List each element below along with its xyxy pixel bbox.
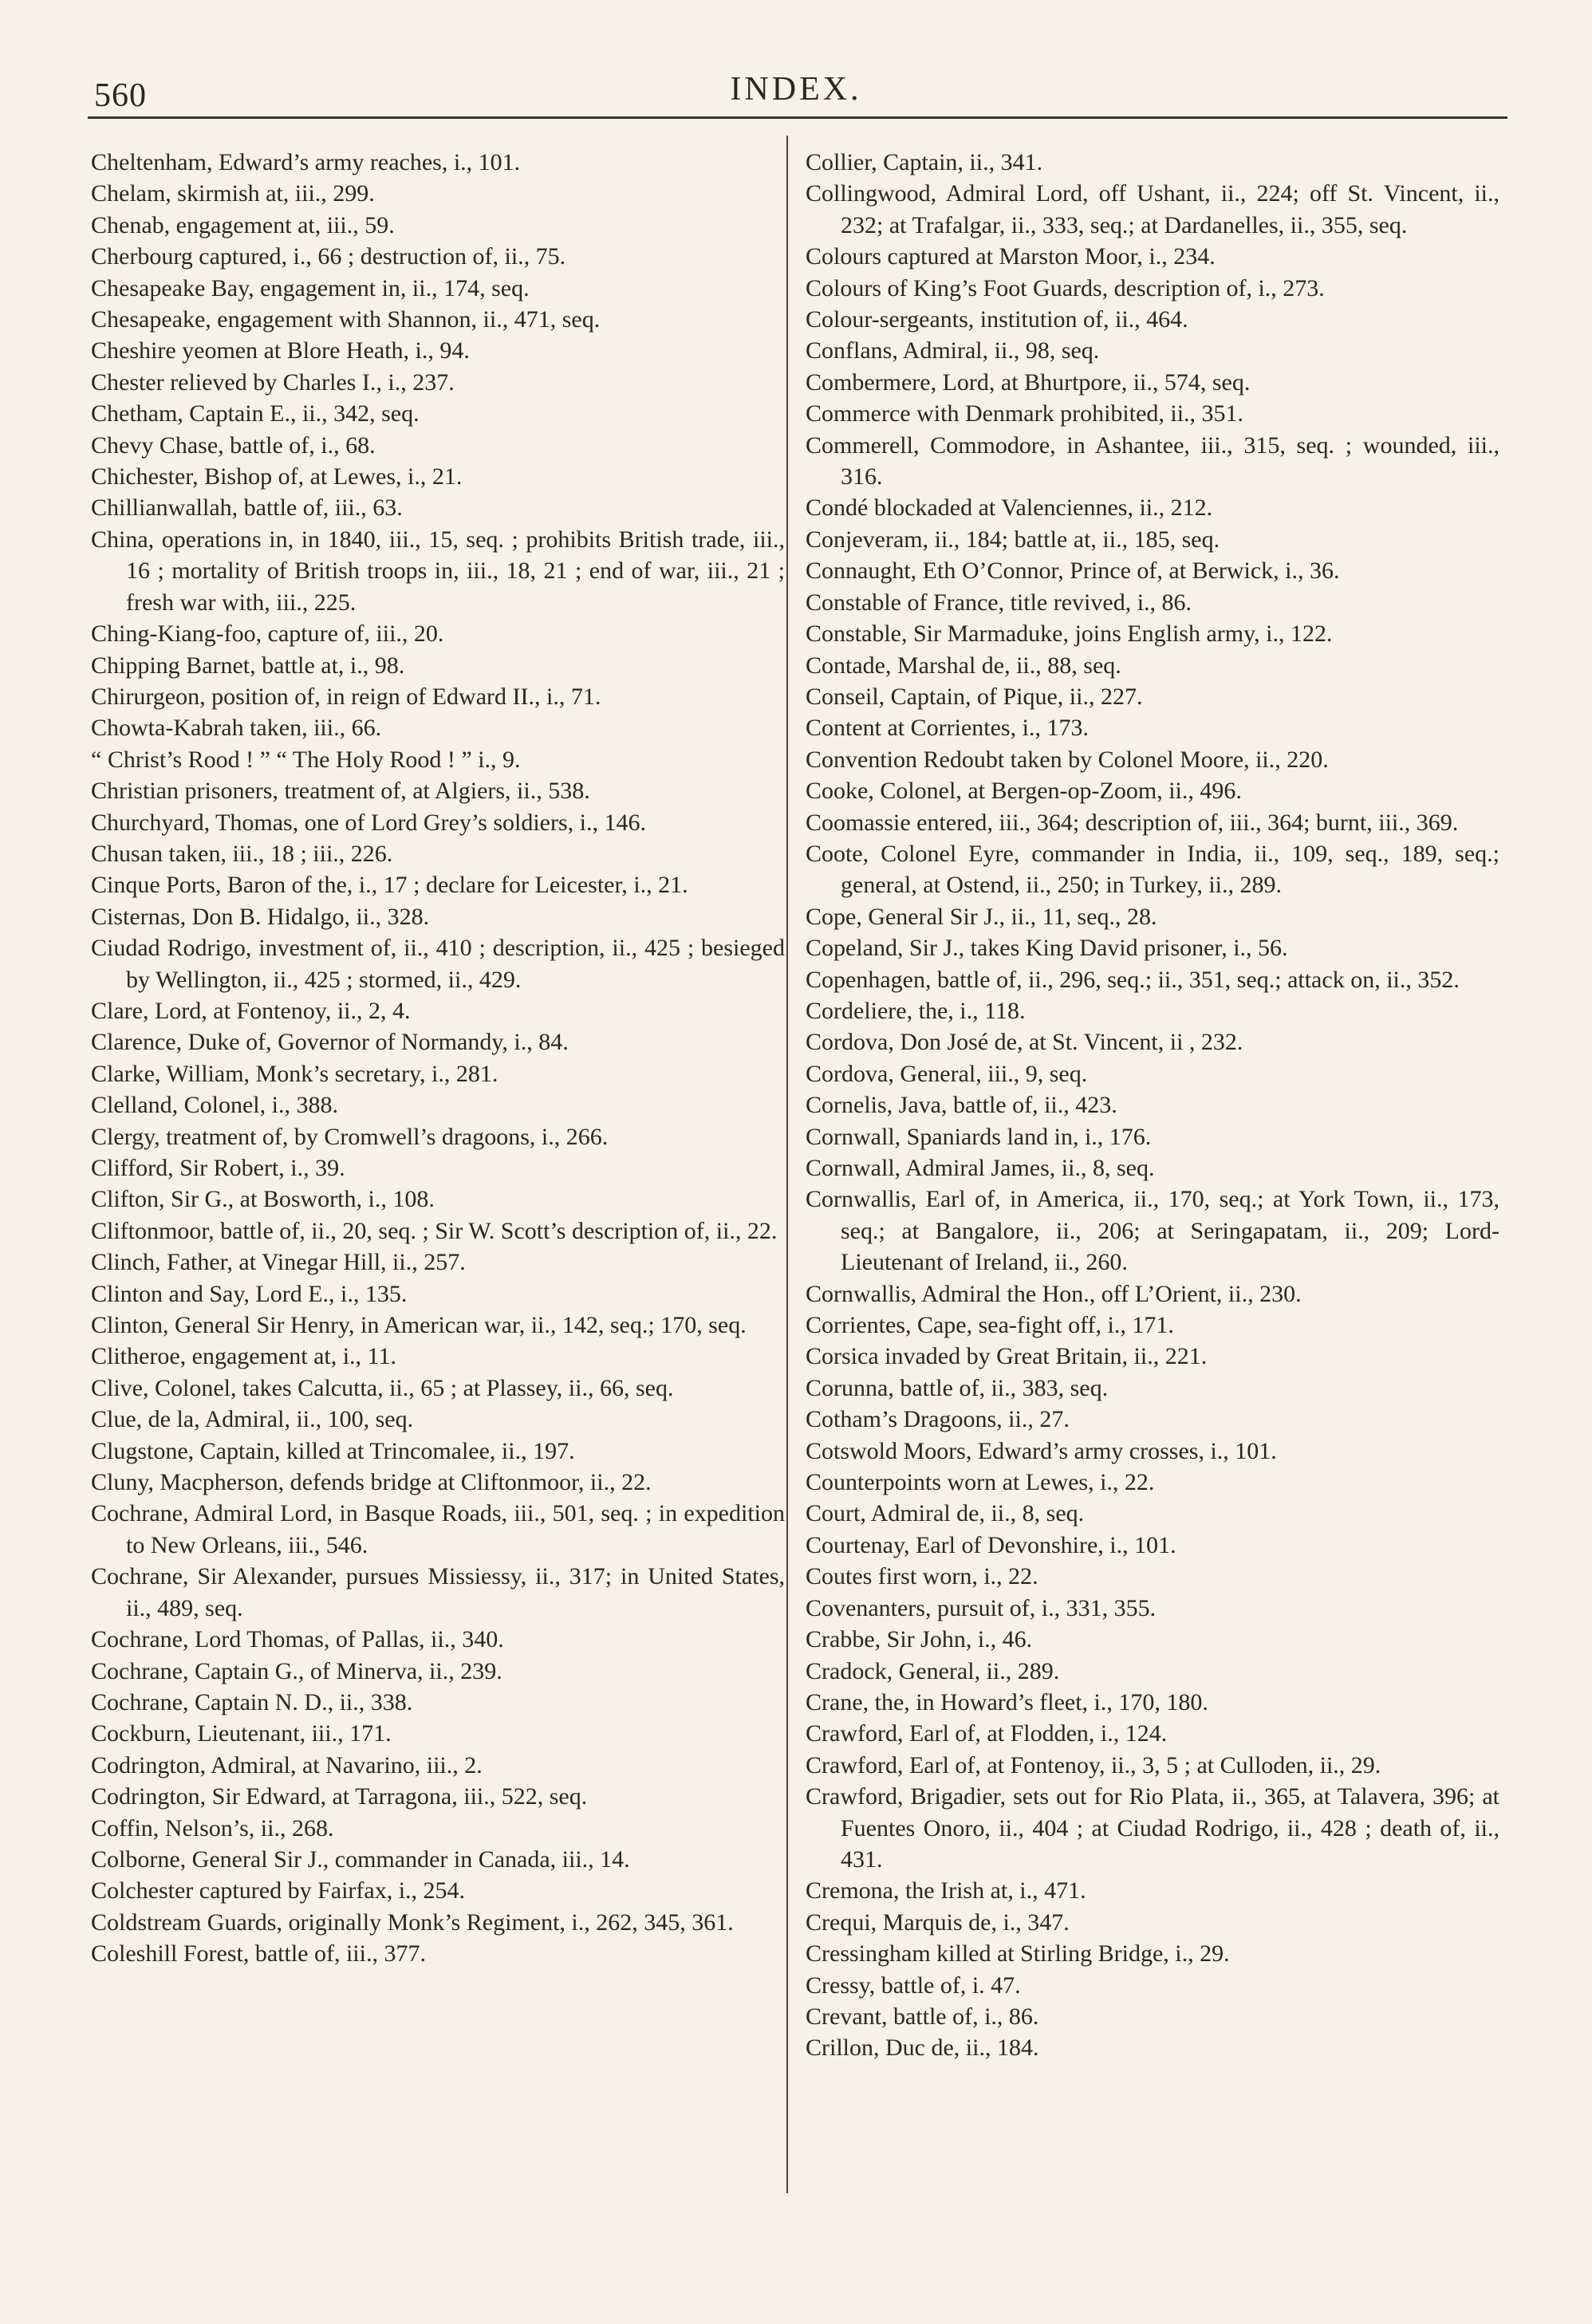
index-entry: Clare, Lord, at Fontenoy, ii., 2, 4.: [91, 997, 411, 1024]
index-entry: Crawford, Earl of, at Flodden, i., 124.: [806, 1720, 1168, 1747]
index-entry: Clinton, General Sir Henry, in American war, ii., 142, seq.; 170, seq.: [91, 1312, 747, 1339]
index-entry: Crevant, battle of, i., 86.: [806, 2003, 1039, 2030]
index-entry: Chillianwallah, battle of, iii., 63.: [91, 494, 403, 522]
index-entry: Cressy, battle of, i. 47.: [806, 1971, 1021, 1999]
page-number: 560: [94, 77, 147, 114]
index-entry: Crillon, Duc de, ii., 184.: [806, 2034, 1039, 2062]
index-entry: Ciudad Rodrigo, investment of, ii., 410 ; description, ii., 425 ; besieged by Wellington, ii., 425 ; stormed, ii., 429.: [91, 935, 785, 993]
index-entry: Chetham, Captain E., ii., 342, seq.: [91, 400, 420, 427]
index-entry: Clarke, William, Monk’s secretary, i., 281.: [91, 1060, 498, 1087]
index-entry: Cochrane, Sir Alexander, pursues Missiessy, ii., 317; in United States, ii., 489, seq.: [91, 1563, 785, 1621]
index-entry: Convention Redoubt taken by Colonel Moore, ii., 220.: [806, 746, 1329, 773]
index-entry: Crane, the, in Howard’s fleet, i., 170, 180.: [806, 1688, 1208, 1715]
header-rule: [88, 116, 1507, 119]
index-entry: Cheltenham, Edward’s army reaches, i., 101.: [91, 149, 521, 175]
index-entry: Contade, Marshal de, ii., 88, seq.: [806, 652, 1121, 679]
index-entry: Coffin, Nelson’s, ii., 268.: [91, 1814, 334, 1841]
index-entry: Cremona, the Irish at, i., 471.: [806, 1877, 1086, 1904]
index-entry: Clitheroe, engagement at, i., 11.: [91, 1343, 396, 1370]
index-entry: Conjeveram, ii., 184; battle at, ii., 185, seq.: [806, 526, 1220, 553]
index-entry: Cluny, Macpherson, defends bridge at Cliftonmoor, ii., 22.: [91, 1469, 652, 1496]
index-entry: Combermere, Lord, at Bhurtpore, ii., 574, seq.: [806, 368, 1251, 396]
index-entry: Corsica invaded by Great Britain, ii., 221.: [806, 1343, 1208, 1370]
index-entry: Court, Admiral de, ii., 8, seq.: [806, 1500, 1085, 1527]
index-entry: Cressingham killed at Stirling Bridge, i., 29.: [806, 1940, 1230, 1968]
index-entry: Covenanters, pursuit of, i., 331, 355.: [806, 1594, 1157, 1621]
index-entry: Clifford, Sir Robert, i., 39.: [91, 1155, 345, 1181]
index-entry: Crabbe, Sir John, i., 46.: [806, 1626, 1033, 1653]
index-entry: Chusan taken, iii., 18 ; iii., 226.: [91, 840, 393, 867]
index-entry: Cornwallis, Earl of, in America, ii., 170, seq.; at York Town, ii., 173, seq.; at Bangalore, ii., 206; at Seringapatam, ii., 209; Lord-Lieutenant of Ireland, ii., 260.: [806, 1186, 1499, 1276]
index-entry: Cochrane, Captain N. D., ii., 338.: [91, 1688, 413, 1715]
index-entry: Churchyard, Thomas, one of Lord Grey’s soldiers, i., 146.: [91, 809, 646, 836]
index-entry: Clinch, Father, at Vinegar Hill, ii., 257.: [91, 1249, 466, 1276]
index-entry: Chenab, engagement at, iii., 59.: [91, 211, 395, 238]
index-entry: Crawford, Earl of, at Fontenoy, ii., 3, 5 ; at Culloden, ii., 29.: [806, 1751, 1381, 1778]
index-entry: Cisternas, Don B. Hidalgo, ii., 328.: [91, 903, 430, 930]
index-entry: Crequi, Marquis de, i., 347.: [806, 1908, 1070, 1936]
index-entry: Constable, Sir Marmaduke, joins English army, i., 122.: [806, 620, 1333, 648]
index-entry: Chesapeake Bay, engagement in, ii., 174, seq.: [91, 274, 530, 301]
index-entry: Chelam, skirmish at, iii., 299.: [91, 180, 375, 207]
index-entry: Colborne, General Sir J., commander in Canada, iii., 14.: [91, 1845, 630, 1873]
index-entry: Christian prisoners, treatment of, at Algiers, ii., 538.: [91, 778, 590, 805]
index-entry: Cooke, Colonel, at Bergen-op-Zoom, ii., 496.: [806, 778, 1242, 805]
index-entry: Chevy Chase, battle of, i., 68.: [91, 431, 376, 459]
index-entry: Clinton and Say, Lord E., i., 135.: [91, 1280, 408, 1307]
index-entry: Cochrane, Admiral Lord, in Basque Roads, iii., 501, seq. ; in expedition to New Orleans, iii., 546.: [91, 1500, 785, 1558]
index-entry: Cordova, Don José de, at St. Vincent, ii , 232.: [806, 1029, 1243, 1056]
index-entry: China, operations in, in 1840, iii., 15, seq. ; prohibits British trade, iii., 16 ; mortality of British troops in, iii., 18, 21 ; end of war, iii., 21 ; fresh war with, iii., 225.: [91, 526, 785, 616]
index-entry: Collingwood, Admiral Lord, off Ushant, ii., 224; off St. Vincent, ii., 232; at Trafalgar, ii., 333, seq.; at Dardanelles, ii., 355, seq.: [806, 180, 1499, 238]
index-entry: Clugstone, Captain, killed at Trincomalee, ii., 197.: [91, 1437, 575, 1464]
index-entry: Chipping Barnet, battle at, i., 98.: [91, 652, 405, 679]
index-entry: Chichester, Bishop of, at Lewes, i., 21.: [91, 463, 463, 490]
index-entry: Chesapeake, engagement with Shannon, ii., 471, seq.: [91, 306, 601, 333]
index-entry: Cotham’s Dragoons, ii., 27.: [806, 1406, 1070, 1433]
index-column-left: [91, 147, 785, 1970]
index-entry: Clue, de la, Admiral, ii., 100, seq.: [91, 1406, 414, 1433]
index-entry: Colours captured at Marston Moor, i., 234.: [806, 243, 1216, 270]
index-entry: Cradock, General, ii., 289.: [806, 1657, 1060, 1684]
index-entry: Constable of France, title revived, i., 86.: [806, 589, 1192, 616]
index-entry: Copenhagen, battle of, ii., 296, seq.; ii., 351, seq.; attack on, ii., 352.: [806, 966, 1460, 993]
index-entry: Condé blockaded at Valenciennes, ii., 212.: [806, 494, 1213, 522]
index-entry: Coote, Colonel Eyre, commander in India, ii., 109, seq., 189, seq.; general, at Ostend, ii., 250; in Turkey, ii., 289.: [806, 840, 1499, 899]
index-entry: Codrington, Admiral, at Navarino, iii., 2.: [91, 1751, 483, 1778]
page-title: INDEX.: [730, 71, 862, 108]
index-entry: “ Christ’s Rood ! ” “ The Holy Rood ! ” i., 9.: [91, 746, 521, 773]
index-entry: Cotswold Moors, Edward’s army crosses, i., 101.: [806, 1437, 1277, 1464]
index-entry: Conseil, Captain, of Pique, ii., 227.: [806, 683, 1143, 710]
index-entry: Clergy, treatment of, by Cromwell’s dragoons, i., 266.: [91, 1123, 609, 1150]
index-entry: Cornwallis, Admiral the Hon., off L’Orient, ii., 230.: [806, 1280, 1302, 1307]
index-entry: Corunna, battle of, ii., 383, seq.: [806, 1374, 1109, 1401]
index-entry: Corrientes, Cape, sea-fight off, i., 171.: [806, 1312, 1174, 1339]
index-entry: Connaught, Eth O’Connor, Prince of, at Berwick, i., 36.: [806, 557, 1340, 585]
index-entry: Cinque Ports, Baron of the, i., 17 ; declare for Leicester, i., 21.: [91, 872, 688, 899]
index-entry: Cordova, General, iii., 9, seq.: [806, 1060, 1088, 1087]
index-entry: Chowta-Kabrah taken, iii., 66.: [91, 715, 382, 742]
index-entry: Colchester captured by Fairfax, i., 254.: [91, 1877, 466, 1904]
index-entry: Cliftonmoor, battle of, ii., 20, seq. ; Sir W. Scott’s description of, ii., 22.: [91, 1217, 778, 1244]
index-entry: Cherbourg captured, i., 66 ; destruction of, ii., 75.: [91, 243, 566, 270]
index-entry: Cheshire yeomen at Blore Heath, i., 94.: [91, 337, 470, 364]
index-entry: Colour-sergeants, institution of, ii., 464.: [806, 306, 1188, 333]
index-entry: Cockburn, Lieutenant, iii., 171.: [91, 1720, 392, 1747]
index-entry: Clifton, Sir G., at Bosworth, i., 108.: [91, 1186, 435, 1213]
index-entry: Copeland, Sir J., takes King David prisoner, i., 56.: [806, 935, 1288, 962]
index-entry: Coutes first worn, i., 22.: [806, 1563, 1038, 1590]
index-entry: Conflans, Admiral, ii., 98, seq.: [806, 337, 1100, 364]
index-entry: Cope, General Sir J., ii., 11, seq., 28.: [806, 903, 1157, 930]
index-entry: Crawford, Brigadier, sets out for Rio Plata, ii., 365, at Talavera, 396; at Fuentes Onoro, ii., 404 ; at Ciudad Rodrigo, ii., 428 ; death of, ii., 431.: [806, 1783, 1499, 1873]
index-entry: Counterpoints worn at Lewes, i., 22.: [806, 1469, 1155, 1496]
index-entry: Coldstream Guards, originally Monk’s Regiment, i., 262, 345, 361.: [91, 1908, 734, 1936]
index-entry: Ching-Kiang-foo, capture of, iii., 20.: [91, 620, 444, 648]
index-entry: Cornwall, Spaniards land in, i., 176.: [806, 1123, 1152, 1150]
index-entry: Coleshill Forest, battle of, iii., 377.: [91, 1940, 426, 1968]
index-entry: Cornelis, Java, battle of, ii., 423.: [806, 1092, 1117, 1119]
column-divider: [786, 136, 788, 2193]
index-entry: Cochrane, Lord Thomas, of Pallas, ii., 340.: [91, 1626, 504, 1653]
index-entry: Chester relieved by Charles I., i., 237.: [91, 368, 455, 396]
index-entry: Collier, Captain, ii., 341.: [806, 149, 1043, 175]
index-entry: Cordeliere, the, i., 118.: [806, 997, 1026, 1024]
index-entry: Commerell, Commodore, in Ashantee, iii., 315, seq. ; wounded, iii., 316.: [806, 431, 1499, 490]
index-entry: Clarence, Duke of, Governor of Normandy, i., 84.: [91, 1029, 569, 1056]
index-entry: Colours of King’s Foot Guards, description of, i., 273.: [806, 274, 1325, 301]
index-entry: Chirurgeon, position of, in reign of Edward II., i., 71.: [91, 683, 601, 710]
index-entry: Courtenay, Earl of Devonshire, i., 101.: [806, 1531, 1176, 1558]
index-entry: Cornwall, Admiral James, ii., 8, seq.: [806, 1155, 1155, 1181]
index-entry: Clive, Colonel, takes Calcutta, ii., 65 ; at Plassey, ii., 66, seq.: [91, 1374, 674, 1401]
index-entry: Commerce with Denmark prohibited, ii., 351.: [806, 400, 1244, 427]
index-entry: Clelland, Colonel, i., 388.: [91, 1092, 338, 1119]
index-entry: Content at Corrientes, i., 173.: [806, 715, 1089, 742]
index-entry: Cochrane, Captain G., of Minerva, ii., 239.: [91, 1657, 502, 1684]
index-entry: Coomassie entered, iii., 364; description of, iii., 364; burnt, iii., 369.: [806, 809, 1459, 836]
index-column-right: [806, 147, 1499, 2064]
index-entry: Codrington, Sir Edward, at Tarragona, iii., 522, seq.: [91, 1783, 588, 1810]
